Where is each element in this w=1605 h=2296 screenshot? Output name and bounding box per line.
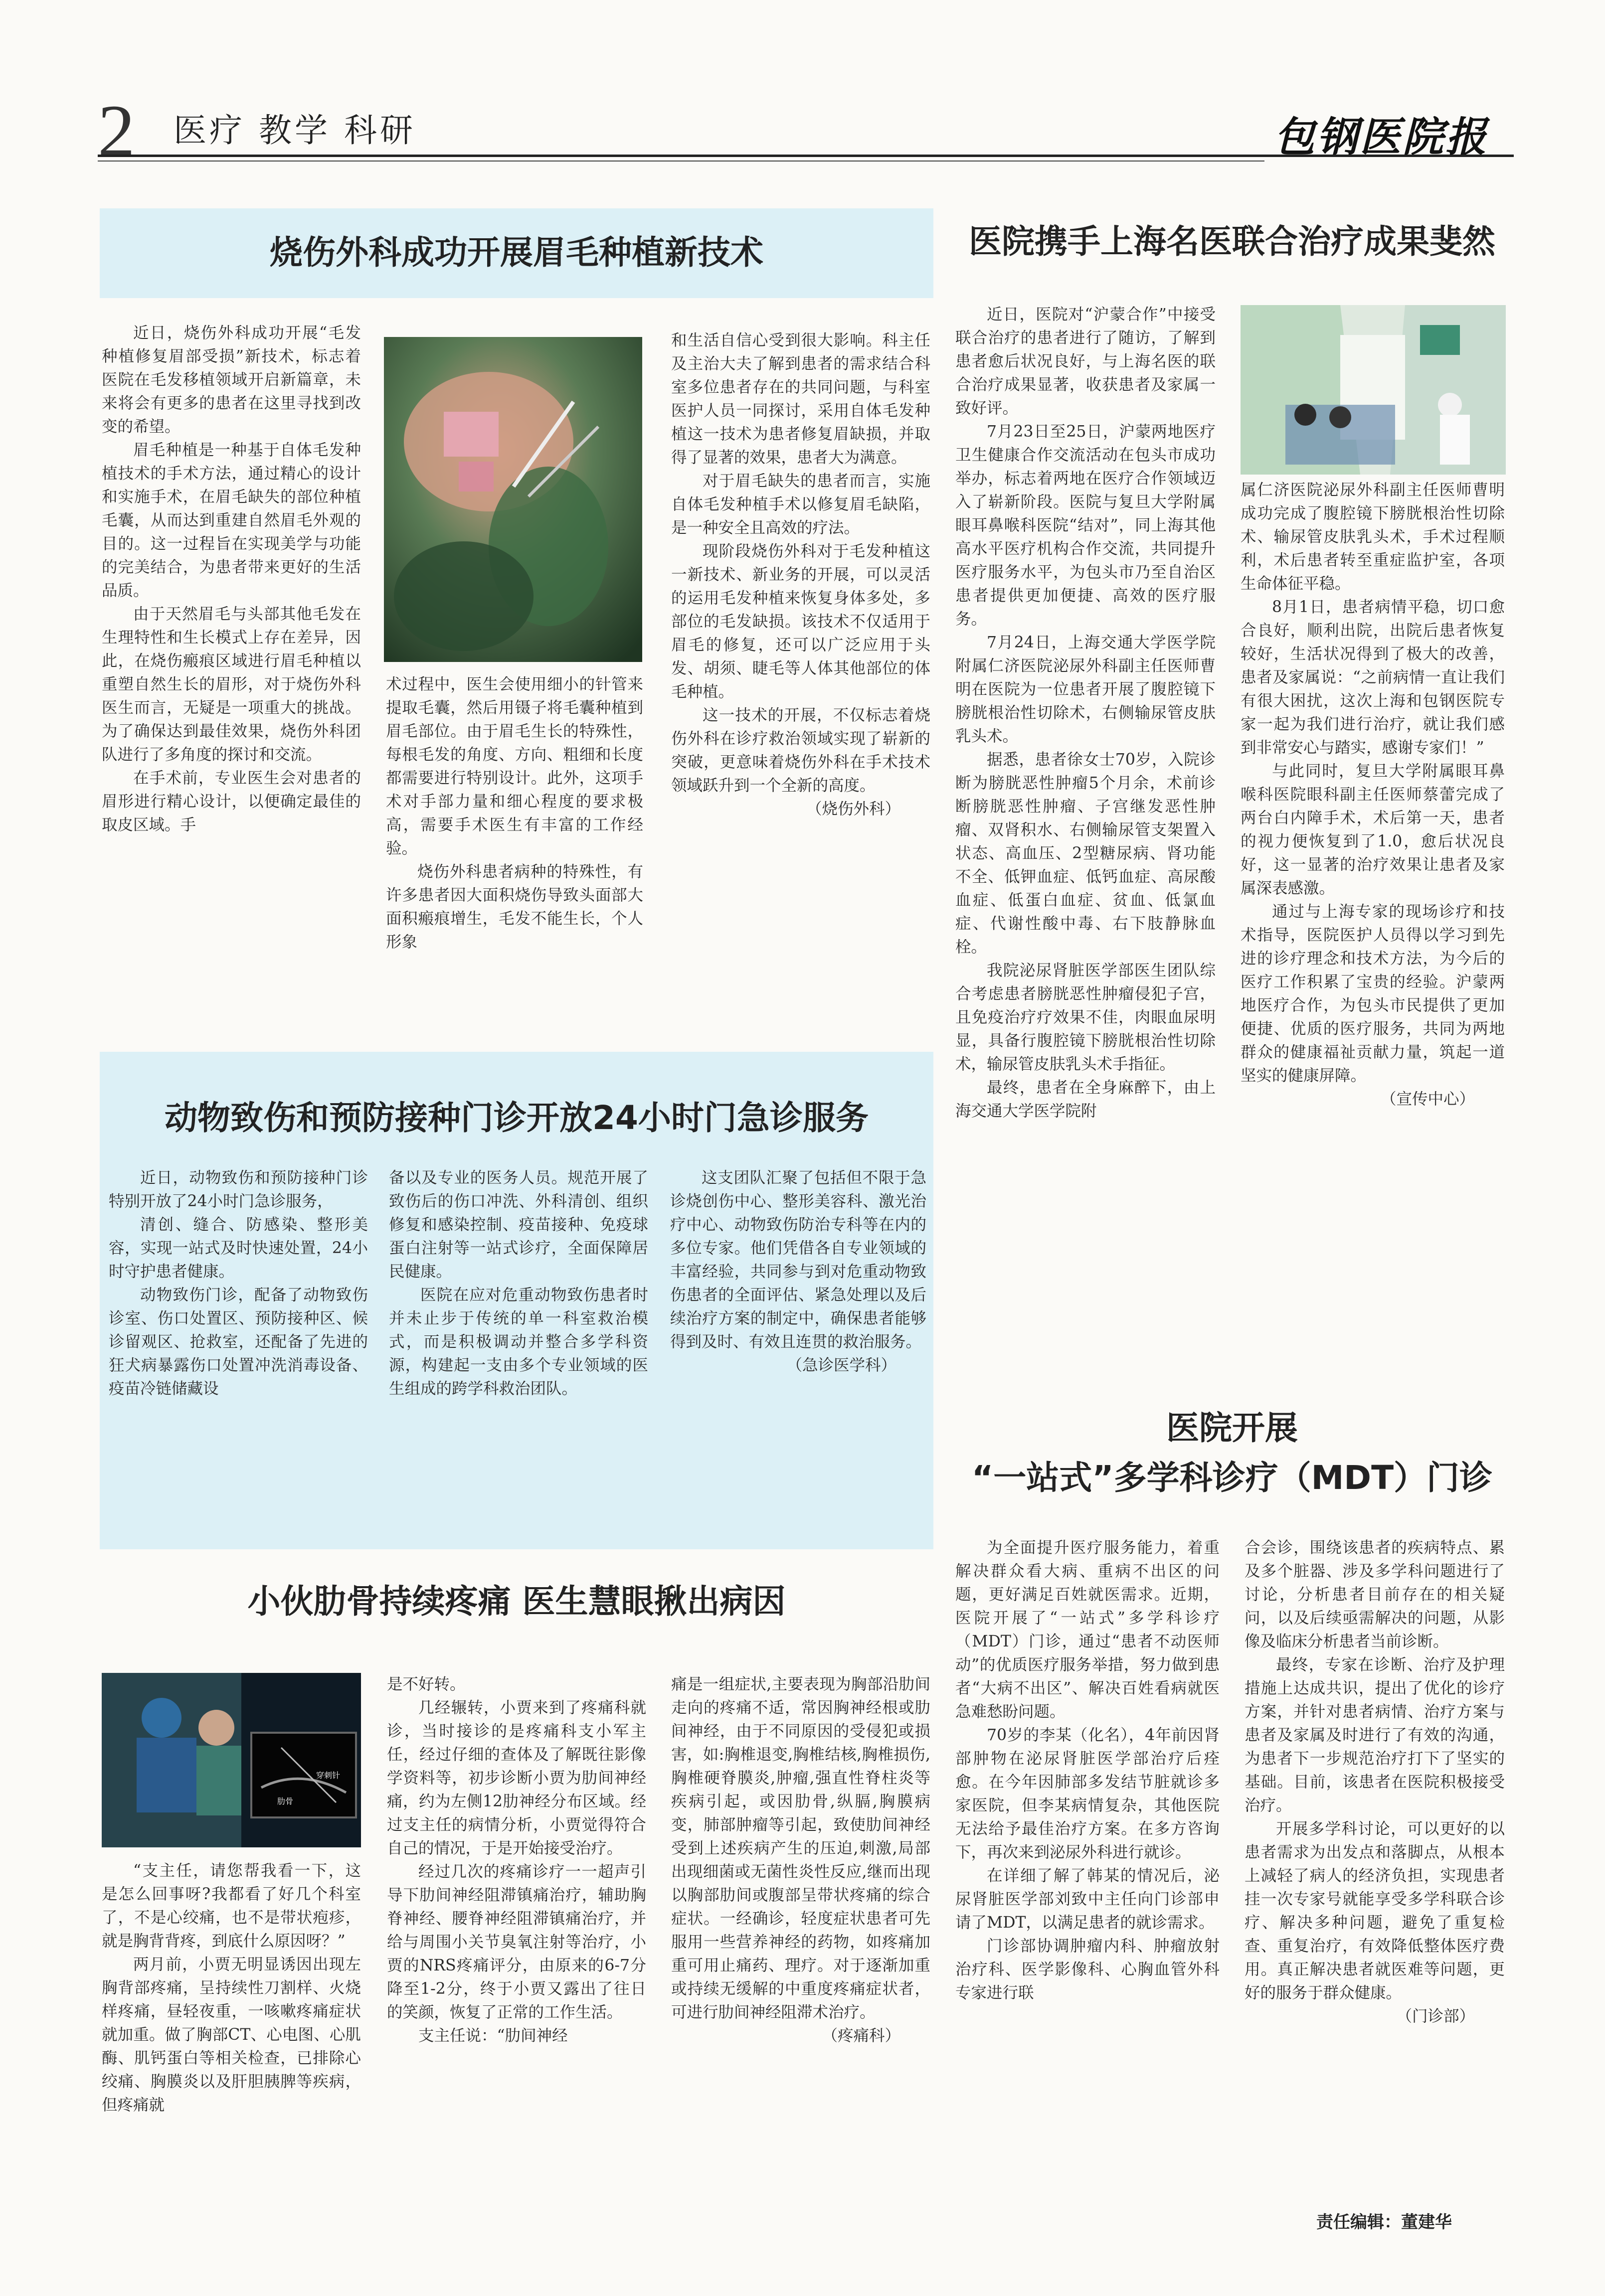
article2-source: （宣传中心）: [1380, 1090, 1475, 1108]
section-title: 医疗 教学 科研: [174, 111, 416, 150]
pain-clinic-photo: [102, 1673, 361, 1847]
article5-source: （门诊部）: [1396, 2007, 1475, 2025]
editor-credit: [1316, 2211, 1452, 2233]
masthead-rule-thin: [98, 161, 1264, 162]
article3-col3: 这支团队汇聚了包括但不限于急诊烧创伤中心、整形美容科、激光治疗中心、动物致伤防治专科等在内的多位专家。他们凭借各自专业领域的丰富经验，共同参与到对危重动物致伤患者的全面评估、紧急处理以及后续治疗方案的制定中，确保患者能够得到及时、有效且连贯的救治服务。 （急诊医学科）: [670, 1166, 926, 1377]
corridor-illustration: [1241, 305, 1506, 475]
article3-col1: 近日，动物致伤和预防接种门诊特别开放了24小时门急诊服务， 清创、缝合、防感染、整形美容，实现一站式及时快速处置，24小时守护患者健康。 动物致伤门诊，配备了动物致伤诊室、伤口处置区、预防接种区、候诊留观区、抢救室，还配备了先进的狂犬病暴露伤口处置冲洗消毒设备、疫苗冷链储藏设: [109, 1169, 368, 1398]
article1-col2: 术过程中，医生会使用细小的针管来提取毛囊，然后用镊子将毛囊种植到眉毛部位。由于眉毛生长的特殊性，每根毛发的角度、方向、粗细和长度都需要进行特别设计。此外，这项手术对手部力量和细心程度的要求极高，需要手术医生有丰富的工作经验。 烧伤外科患者病种的特殊性，有许多患者因大面积烧伤导致头面部大面积瘢痕增生，毛发不能生长，个人形象: [386, 675, 643, 951]
article2-col1: 近日，医院对“沪蒙合作”中接受联合治疗的患者进行了随访，了解到患者愈后状况良好，与上海名医的联合治疗成果显著，收获患者及家属一致好评。 7月23日至25日，沪蒙两地医疗卫生健康合作交流活动在包头市成功举办，标志着两地在医疗合作领域迈入了崭新阶段。医院与复旦大学附属眼耳鼻喉科医院“结对”，同上海其他高水平医疗机构合作交流，共同提升医疗服务水平，为包头市乃至自治区患者提供更加便捷、高效的医疗服务。 7月24日，上海交通大学医学院附属仁济医院泌尿外科副主任医师曹明在医院为一位患者开展了腹腔镜下膀胱根治性切除术，右侧输尿管皮肤乳头术。 据悉，患者徐女士70岁，入院诊断为膀胱恶性肿瘤5个月余，术前诊断膀胱恶性肿瘤、子宫继发恶性肿瘤、双肾积水、右侧输尿管支架置入状态、高血压、2型糖尿病、肾功能不全、低钾血症、低钙血症、高尿酸血症、低蛋白血症、贫血、低氯血症、代谢性酸中毒、右下肢静脉血栓。 我院泌尿肾脏医学部医生团队综合考虑患者膀胱恶性肿瘤侵犯子宫，且免疫治疗疗效果不佳，肉眼血尿明显，具备行腹腔镜下膀胱根治性切除术，输尿管皮肤乳头术手指征。 最终，患者在全身麻醉下，由上海交通大学医学院附: [955, 306, 1216, 1120]
page-number: 2: [98, 90, 135, 172]
article1-source: （烧伤外科）: [806, 800, 900, 818]
article1-col1: 近日，烧伤外科成功开展“毛发种植修复眉部受损”新技术，标志着医院在毛发移植领域开启新篇章，未来将会有更多的患者在这里寻找到改变的希望。 眉毛种植是一种基于自体毛发种植技术的手术方法，通过精心的设计和实施手术，在眉毛缺失的部位种植毛囊，从而达到重建自然眉毛外观的目的。这一过程旨在实现美学与功能的完美结合，为患者带来更好的生活品质。 由于天然眉毛与头部其他毛发在生理特性和生长模式上存在差异，因此，在烧伤瘢痕区域进行眉毛种植以重塑自然生长的眉形，对于烧伤外科医生而言，无疑是一项重大的挑战。为了确保达到最佳效果，烧伤外科团队进行了多角度的探讨和交流。 在手术前，专业医生会对患者的眉形进行精心设计，以便确定最佳的取皮区域。手: [102, 324, 361, 834]
masthead-rule: [98, 155, 1514, 157]
rib-label: 肋骨: [277, 1797, 294, 1806]
article4-source: （疼痛科）: [822, 2027, 900, 2045]
article5-col1: 为全面提升医疗服务能力，着重解决群众看大病、重病不出区的问题，更好满足百姓就医需求。近期，医院开展了“一站式”多学科诊疗（MDT）门诊，通过“患者不动医师动”的优质医疗服务举措，努力做到患者“大病不出区”、解决百姓看病就医急难愁盼问题。 70岁的李某（化名），4年前因肾部肿物在泌尿肾脏医学部治疗后痊愈。在今年因肺部多发结节脏就诊多家医院，但李某病情复杂，其他医院无法给予最佳治疗方案。在多方咨询下，再次来到泌尿外科进行就诊。 在详细了解了韩某的情况后，泌尿肾脏医学部刘致中主任向门诊部申请了MDT，以满足患者的就诊需求。 门诊部协调肿瘤内科、肿瘤放射治疗科、医学影像科、心胸血管外科专家进行联: [955, 1539, 1220, 2002]
article5-col2: 合会诊，围绕该患者的疾病特点、累及多个脏器、涉及多学科问题进行了讨论，分析患者目前存在的相关疑问，以及后续亟需解决的问题，从影像及临床分析患者当前诊断。 最终，专家在诊断、治疗及护理措施上达成共识，提出了优化的诊疗方案，并针对患者病情、治疗方案与患者及家属及时进行了有效的沟通，为患者下一步规范治疗打下了坚实的基础。目前，该患者在医院积极接受治疗。 开展多学科讨论，可以更好的以患者需求为出发点和落脚点，从根本上减轻了病人的经济负担，实现患者挂一次专家号就能享受多学科联合诊疗、解决多种问题，避免了重复检查、重复治疗，有效降低整体医疗费用。真正解决患者就医难等问题，更好的服务于群众健康。 （门诊部）: [1245, 1536, 1505, 2028]
article3-source: （急诊医学科）: [786, 1356, 896, 1374]
editor-name: 董建华: [1401, 2212, 1452, 2232]
article3-col2: 备以及专业的医务人员。规范开展了致伤后的伤口冲洗、外科清创、组织修复和感染控制、疫苗接种、免疫球蛋白注射等一站式诊疗，全面保障居民健康。 医院在应对危重动物致伤患者时并未止步于传统的单一科室救治模式，而是积极调动并整合多学科资源，构建起一支由多个专业领域的医生组成的跨学科救治团队。: [389, 1169, 648, 1398]
editor-label: 责任编辑：: [1316, 2212, 1401, 2232]
eyebrow-surgery-photo: [384, 337, 642, 662]
article4-col1: “支主任，请您帮我看一下，这是怎么回事呀?我都看了好几个科室了，不是心绞痛，也不是带状疱疹，就是胸背背疼，到底什么原因呀？” 两月前，小贾无明显诱因出现左胸背部疼痛，呈持续性刀割样、火烧样疼痛，昼轻夜重，一咳嗽疼痛症状就加重。做了胸部CT、心电图、心肌酶、肌钙蛋白等相关检查，已排除心绞痛、胸膜炎以及肝胆胰脾等疾病，但疼痛就: [102, 1862, 361, 2114]
hospital-corridor-photo: [1241, 305, 1506, 475]
needle-label: 穿刺针: [316, 1771, 341, 1780]
article4-title: 小伙肋骨持续疼痛 医生慧眼揪出病因: [247, 1582, 786, 1621]
article3-title: 动物致伤和预防接种门诊开放24小时门急诊服务: [165, 1099, 869, 1137]
article4-col3: 痛是一组症状,主要表现为胸部沿肋间走向的疼痛不适，常因胸神经根或肋间神经，由于不同原因的受侵犯或损害，如:胸椎退变,胸椎结核,胸椎损伤,胸椎硬脊膜炎,肿瘤,强直性脊柱炎等疾病引起，或因肋骨,纵膈,胸膜病变，肺部肿瘤等引起，致使肋间神经受到上述疾病产生的压迫,刺激,局部出现细菌或无菌性炎性反应,继而出现以胸部肋间或腹部呈带状疼痛的综合症状。一经确诊，轻度症状患者可先服用一些营养神经的药物，如疼痛加重可用止痛药、理疗。对于逐渐加重或持续无缓解的中重度疼痛症状者，可进行肋间神经阻滞术治疗。 （疼痛科）: [671, 1673, 930, 2048]
surgery-illustration: [384, 337, 642, 662]
ultrasound-illustration: [102, 1673, 361, 1847]
article5-title-line2: “一站式”多学科诊疗（MDT）门诊: [971, 1459, 1493, 1497]
paper-name: 包钢医院报: [1274, 113, 1488, 161]
article5-title-line1: 医院开展: [1166, 1409, 1298, 1447]
article1-title: 烧伤外科成功开展眉毛种植新技术: [270, 233, 763, 272]
article4-col2: 是不好转。 几经辗转，小贾来到了疼痛科就诊，当时接诊的是疼痛科支小军主任，经过仔细的查体及了解既往影像学资料等，初步诊断小贾为肋间神经痛，约为左侧12肋神经分布区域。经过支主任的病情分析，小贾觉得符合自己的情况，于是开始接受治疗。 经过几次的疼痛诊疗一一超声引导下肋间神经阻滞镇痛治疗，辅助胸脊神经、腰脊神经阻滞镇痛治疗，并给与周围小关节臭氧注射等治疗，小贾的NRS疼痛评分，由原来的6-7分降至1-2分，终于小贾又露出了往日的笑颜，恢复了正常的工作生活。 支主任说：“肋间神经: [387, 1675, 646, 2045]
article2-col2: 属仁济医院泌尿外科副主任医师曹明成功完成了腹腔镜下膀胱根治性切除术、输尿管皮肤乳头术，手术过程顺利，术后患者转至重症监护室，各项生命体征平稳。 8月1日，患者病情平稳，切口愈合良好，顺利出院，出院后患者恢复较好，生活状况得到了极大的改善，患者及家属说：“之前病情一直让我们有很大困扰，这次上海和包钢医院专家一起为我们进行治疗，就让我们感到非常安心与踏实，感谢专家们！” 与此同时，复旦大学附属眼耳鼻喉科医院眼科副主任医师蔡蕾完成了两台白内障手术，术后第一天，患者的视力便恢复到了1.0，愈后状况良好，这一显著的治疗效果让患者及家属深表感激。 通过与上海专家的现场诊疗和技术指导，医院医护人员得以学习到先进的诊疗理念和技术方法，为今后的医疗工作积累了宝贵的经验。沪蒙两地医疗合作，为包头市民提供了更加便捷、优质的医疗服务，共同为两地群众的健康福祉贡献力量，筑起一道坚实的健康屏障。 （宣传中心）: [1241, 479, 1505, 1111]
article2-title: 医院携手上海名医联合治疗成果斐然: [969, 222, 1495, 261]
article1-col3: 和生活自信心受到很大影响。科主任及主治大夫了解到患者的需求结合科室多位患者存在的共同问题，与科室医护人员一同探讨，采用自体毛发种植这一技术为患者修复眉缺损，并取得了显著的效果，患者大为满意。 对于眉毛缺失的患者而言，实施自体毛发种植手术以修复眉毛缺陷，是一种安全且高效的疗法。 现阶段烧伤外科对于毛发种植这一新技术、新业务的开展，可以灵活的运用毛发种植来恢复身体多处，多部位的毛发缺损。该技术不仅适用于眉毛的修复，还可以广泛应用于头发、胡须、睫毛等人体其他部位的体毛种植。 这一技术的开展，不仅标志着烧伤外科在诊疗救治领域实现了崭新的突破，更意味着烧伤外科在手术技术领域跃升到一个全新的高度。 （烧伤外科）: [671, 329, 930, 821]
